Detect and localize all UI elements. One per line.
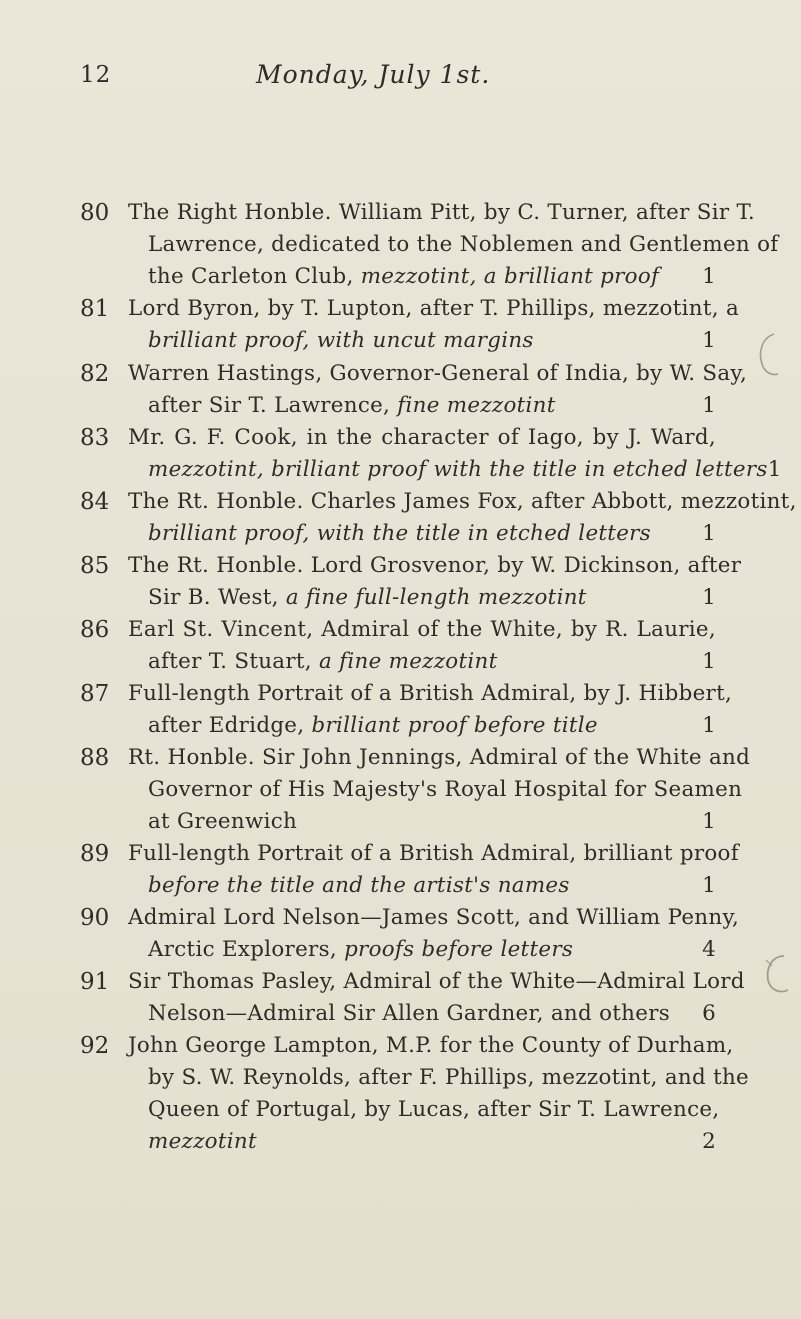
lot-quantity: 6 xyxy=(702,1001,716,1026)
lot-quantity: 2 xyxy=(702,1129,716,1154)
lot-line: Sir B. West, xyxy=(148,585,279,610)
lot-line: Mr. G. F. Cook, in the character of Iago, by J. Ward, xyxy=(128,425,716,450)
lot-line: Full-length Portrait of a British Admiral, brilliant proof xyxy=(128,841,739,866)
lot-medium: mezzotint, a brilliant proof xyxy=(360,264,660,289)
lot-number: 88 xyxy=(80,745,110,771)
lot-medium: before the title and the artist's names xyxy=(148,873,570,898)
lot-number: 83 xyxy=(80,425,110,451)
lot-last-line xyxy=(128,710,716,742)
pencil-mark xyxy=(760,950,794,1000)
lot-line: Warren Hastings, Governor-General of India, by W. Say, xyxy=(128,361,748,386)
running-head: Monday, July 1st. xyxy=(256,60,491,89)
pencil-mark xyxy=(752,330,782,380)
lot-line: Nelson—Admiral Sir Allen Gardner, and others xyxy=(148,1001,671,1026)
lot-line: Full-length Portrait of a British Admiral, by J. Hibbert, xyxy=(128,681,733,706)
lot-last-line xyxy=(128,1126,716,1158)
lot-line: at Greenwich xyxy=(148,809,298,834)
lot-quantity: 1 xyxy=(702,328,716,353)
lot-quantity: 1 xyxy=(702,393,716,418)
lot-quantity: 1 xyxy=(702,713,716,738)
lot-number: 92 xyxy=(80,1033,110,1059)
lot-description xyxy=(128,197,779,293)
lot-last-line xyxy=(128,806,716,838)
lot-quantity: 1 xyxy=(702,264,716,289)
lot-last-line xyxy=(128,934,716,966)
lot-last-line xyxy=(128,518,716,550)
lot-last-line xyxy=(128,998,716,1030)
lot-quantity: 4 xyxy=(702,937,716,962)
lot-medium: mezzotint xyxy=(148,1129,257,1154)
lot-medium: proofs before letters xyxy=(344,937,574,962)
lot-line: after Sir T. Lawrence, xyxy=(148,393,391,418)
lot-line: Queen of Portugal, by Lucas, after Sir T. Lawrence, xyxy=(148,1097,720,1122)
lot-description xyxy=(128,550,742,614)
lot-description xyxy=(128,422,782,486)
lot-last-line xyxy=(128,325,716,357)
lot-line: Lord Byron, by T. Lupton, after T. Phillips, mezzotint, a xyxy=(128,296,740,321)
lot-number: 80 xyxy=(80,200,110,226)
lot-last-line xyxy=(128,582,716,614)
lot-last-line xyxy=(128,870,716,902)
lot-line: Earl St. Vincent, Admiral of the White, by R. Laurie, xyxy=(128,617,716,642)
lot-description xyxy=(128,966,745,1030)
lot-line: after T. Stuart, xyxy=(148,649,312,674)
lot-quantity: 1 xyxy=(702,649,716,674)
lot-line: The Rt. Honble. Lord Grosvenor, by W. Dickinson, after xyxy=(128,553,742,578)
lot-description xyxy=(128,486,797,550)
lot-quantity: 1 xyxy=(702,585,716,610)
lot-medium: fine mezzotint xyxy=(397,393,556,418)
lot-description xyxy=(128,678,733,742)
lot-medium: brilliant proof, with the title in etched letters xyxy=(148,521,651,546)
lot-last-line xyxy=(128,646,716,678)
lot-description xyxy=(128,614,716,678)
lot-number: 91 xyxy=(80,969,110,995)
lot-last-line xyxy=(128,261,716,293)
lot-description xyxy=(128,902,740,966)
lot-medium: brilliant proof, with uncut margins xyxy=(148,328,534,353)
lot-last-line xyxy=(128,454,782,486)
lot-line: John George Lampton, M.P. for the County of Durham, xyxy=(128,1033,734,1058)
lot-number: 87 xyxy=(80,681,110,707)
lot-line: Governor of His Majesty's Royal Hospital for Seamen xyxy=(148,777,743,802)
lot-description xyxy=(128,838,739,902)
lot-line: Rt. Honble. Sir John Jennings, Admiral of the White and xyxy=(128,745,751,770)
lot-medium: a fine mezzotint xyxy=(318,649,498,674)
lot-number: 82 xyxy=(80,361,110,387)
lot-line: The Rt. Honble. Charles James Fox, after Abbott, mezzotint, xyxy=(128,489,797,514)
lot-quantity: 1 xyxy=(702,873,716,898)
lot-line: by S. W. Reynolds, after F. Phillips, mezzotint, and the xyxy=(148,1065,750,1090)
lot-description xyxy=(128,742,751,838)
lot-number: 86 xyxy=(80,617,110,643)
lot-line: the Carleton Club, xyxy=(148,264,354,289)
lot-last-line xyxy=(128,390,716,422)
lot-medium: a fine full-length mezzotint xyxy=(285,585,587,610)
lot-number: 85 xyxy=(80,553,110,579)
lot-number: 81 xyxy=(80,296,110,322)
lot-line: Arctic Explorers, xyxy=(148,937,337,962)
lot-line: after Edridge, xyxy=(148,713,305,738)
lot-quantity: 1 xyxy=(702,809,716,834)
lot-line: Sir Thomas Pasley, Admiral of the White—Admiral Lord xyxy=(128,969,745,994)
lot-quantity: 1 xyxy=(702,521,716,546)
lot-number: 89 xyxy=(80,841,110,867)
lot-line: Admiral Lord Nelson—James Scott, and William Penny, xyxy=(128,905,740,930)
page-number: 12 xyxy=(80,62,112,88)
lot-medium: mezzotint, brilliant proof with the title in etched letters xyxy=(148,457,768,482)
lot-medium: brilliant proof before title xyxy=(311,713,598,738)
lot-number: 90 xyxy=(80,905,110,931)
lot-line: The Right Honble. William Pitt, by C. Turner, after Sir T. xyxy=(128,200,755,225)
lot-line: Lawrence, dedicated to the Noblemen and Gentlemen of xyxy=(148,232,779,257)
lot-quantity: 1 xyxy=(767,457,782,482)
lot-description xyxy=(128,358,748,422)
lot-number: 84 xyxy=(80,489,110,515)
lot-description xyxy=(128,293,740,357)
lot-description xyxy=(128,1030,750,1158)
